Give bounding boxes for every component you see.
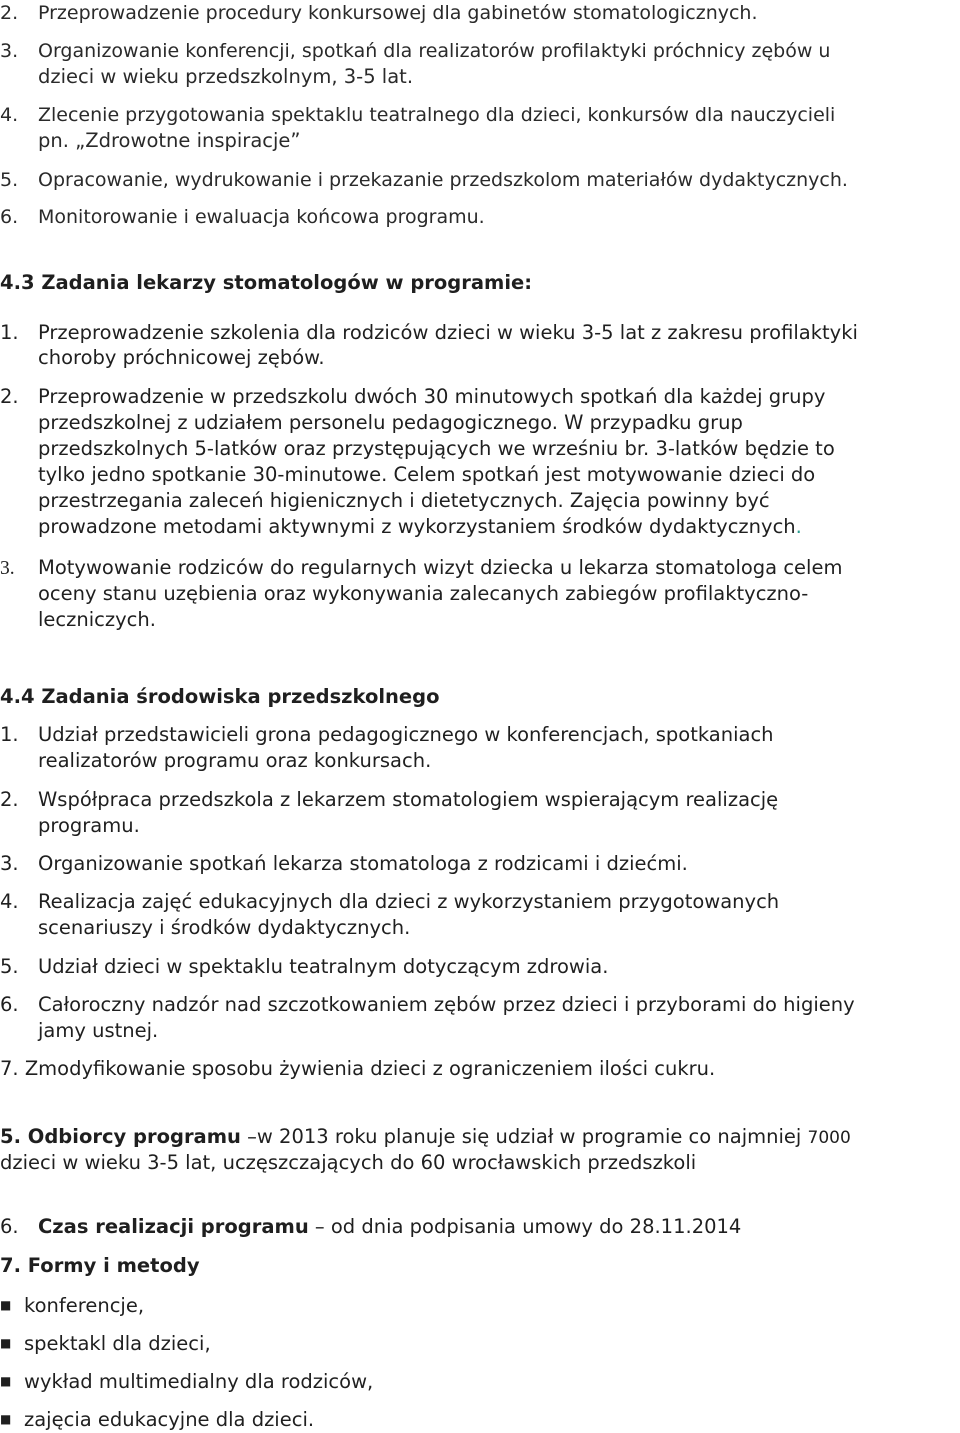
item-text: Monitorowanie i ewaluacja końcowa programu. [38, 206, 485, 228]
bullet-text: zajęcia edukacyjne dla dzieci. [24, 1408, 315, 1431]
item-text-continued: tylko jedno spotkanie 30-minutowe. Celem spotkań jest motywowanie dzieci do [38, 463, 816, 486]
bullet-item [0, 1368, 373, 1395]
item-text-line: prowadzone metodami aktywnymi z wykorzystaniem środków dydaktycznych [38, 515, 796, 538]
item-text: Realizacja zajęć edukacyjnych dla dzieci z wykorzystaniem przygotowanych [38, 890, 780, 913]
item-text-continued: choroby próchnicowej zębów. [38, 346, 325, 369]
item-number: 2. [0, 788, 19, 811]
item-number: 3. [0, 40, 19, 62]
section-heading: 4.4 Zadania środowiska przedszkolnego [0, 685, 440, 708]
item-text-continued: pn. „Zdrowotne inspiracje” [38, 129, 301, 152]
item-text-continued: jamy ustnej. [38, 1019, 159, 1042]
list-item [0, 851, 688, 877]
item-number: 6. [0, 1215, 19, 1238]
item-number: 5. [0, 169, 19, 191]
list-item [0, 320, 858, 346]
item-number: 1. [0, 321, 19, 344]
item-text: Zlecenie przygotowania spektaklu teatralnego dla dzieci, konkursów dla nauczycieli [38, 104, 836, 126]
section-heading: 7. Formy i metody [0, 1254, 200, 1277]
item-number: 4. [0, 104, 19, 126]
item-text: Przeprowadzenie procedury konkursowej dla gabinetów stomatologicznych. [38, 2, 758, 24]
item-text: Organizowanie konferencji, spotkań dla realizatorów profilaktyki próchnicy zębów u [38, 40, 831, 62]
item-text-continued: dzieci w wieku przedszkolnym, 3-5 lat. [38, 65, 414, 88]
item-text: Udział dzieci w spektaklu teatralnym dotyczącym zdrowia. [38, 955, 609, 978]
list-item [0, 38, 830, 64]
section-heading: Czas realizacji programu [38, 1215, 309, 1238]
section-text: –w 2013 roku planuje się udział w programie co najmniej [240, 1125, 808, 1148]
list-item [0, 787, 778, 813]
item-number: 7. [0, 1057, 19, 1080]
list-item [0, 167, 848, 193]
square-bullet-icon: ■ [0, 1336, 12, 1350]
list-item [0, 954, 608, 980]
list-item [0, 555, 842, 582]
item-number: 2. [0, 2, 19, 24]
list-item [0, 722, 774, 748]
section-5-line [0, 1124, 851, 1151]
bullet-item [0, 1406, 314, 1433]
item-number: 2. [0, 385, 19, 408]
item-text-continued: oceny stanu uzębienia oraz wykonywania zalecanych zabiegów profilaktyczno- [38, 582, 809, 605]
bullet-text: konferencje, [24, 1294, 145, 1317]
section-text: – od dnia podpisania umowy do 28.11.2014 [308, 1215, 742, 1238]
item-text: Zmodyfikowanie sposobu żywienia dzieci z ograniczeniem ilości cukru. [24, 1057, 716, 1080]
participant-count: 7000 [807, 1128, 851, 1148]
bullet-item [0, 1330, 211, 1357]
list-item [0, 384, 825, 410]
square-bullet-icon: ■ [0, 1412, 12, 1426]
item-text-continued: leczniczych. [38, 608, 156, 631]
square-bullet-icon: ■ [0, 1374, 12, 1388]
bullet-text: spektakl dla dzieci, [24, 1332, 211, 1355]
item-text: Udział przedstawicieli grona pedagogicznego w konferencjach, spotkaniach [38, 723, 774, 746]
item-text-continued: przestrzegania zaleceń higienicznych i dietetycznych. Zajęcia powinny być [38, 489, 770, 512]
list-item [0, 1056, 715, 1082]
item-text: Opracowanie, wydrukowanie i przekazanie przedszkolom materiałów dydaktycznych. [38, 169, 848, 191]
item-text: Przeprowadzenie w przedszkolu dwóch 30 minutowych spotkań dla każdej grupy [38, 385, 826, 408]
square-bullet-icon: ■ [0, 1298, 12, 1312]
item-number: 5. [0, 955, 19, 978]
section-heading: 4.3 Zadania lekarzy stomatologów w programie: [0, 271, 533, 294]
item-text: Przeprowadzenie szkolenia dla rodziców dzieci w wieku 3-5 lat z zakresu profilaktyki [38, 321, 858, 344]
list-item [0, 992, 855, 1018]
list-item [0, 102, 835, 128]
item-number: 3. [0, 558, 15, 579]
item-number: 3. [0, 852, 19, 875]
list-item [0, 0, 758, 26]
item-number: 1. [0, 723, 19, 746]
bullet-text: wykład multimedialny dla rodziców, [24, 1370, 374, 1393]
item-text-continued: przedszkolnej z udziałem personelu pedagogicznego. W przypadku grup [38, 411, 743, 434]
item-text-continued: programu. [38, 814, 140, 837]
item-text: Całoroczny nadzór nad szczotkowaniem zębów przez dzieci i przyborami do higieny [38, 993, 855, 1016]
section-6-line [0, 1214, 741, 1240]
section-text-continued: dzieci w wieku 3-5 lat, uczęszczających do 60 wrocławskich przedszkoli [0, 1151, 697, 1174]
item-number: 4. [0, 890, 19, 913]
item-number: 6. [0, 993, 19, 1016]
item-text-trail: . [795, 515, 802, 538]
item-text-continued: scenariuszy i środków dydaktycznych. [38, 916, 411, 939]
bullet-item [0, 1292, 144, 1319]
item-text: Organizowanie spotkań lekarza stomatologa z rodzicami i dziećmi. [38, 852, 688, 875]
item-text-continued: przedszkolnych 5-latków oraz przystępujących we wrześniu br. 3-latków będzie to [38, 437, 835, 460]
item-text: Współpraca przedszkola z lekarzem stomatologiem wspierającym realizację [38, 788, 779, 811]
item-text-continued: realizatorów programu oraz konkursach. [38, 749, 432, 772]
item-text-continued [38, 514, 802, 540]
section-heading: 5. Odbiorcy programu [0, 1125, 241, 1148]
item-text: Motywowanie rodziców do regularnych wizyt dziecka u lekarza stomatologa celem [38, 556, 843, 579]
item-number: 6. [0, 206, 19, 228]
list-item [0, 889, 779, 915]
list-item [0, 204, 485, 230]
